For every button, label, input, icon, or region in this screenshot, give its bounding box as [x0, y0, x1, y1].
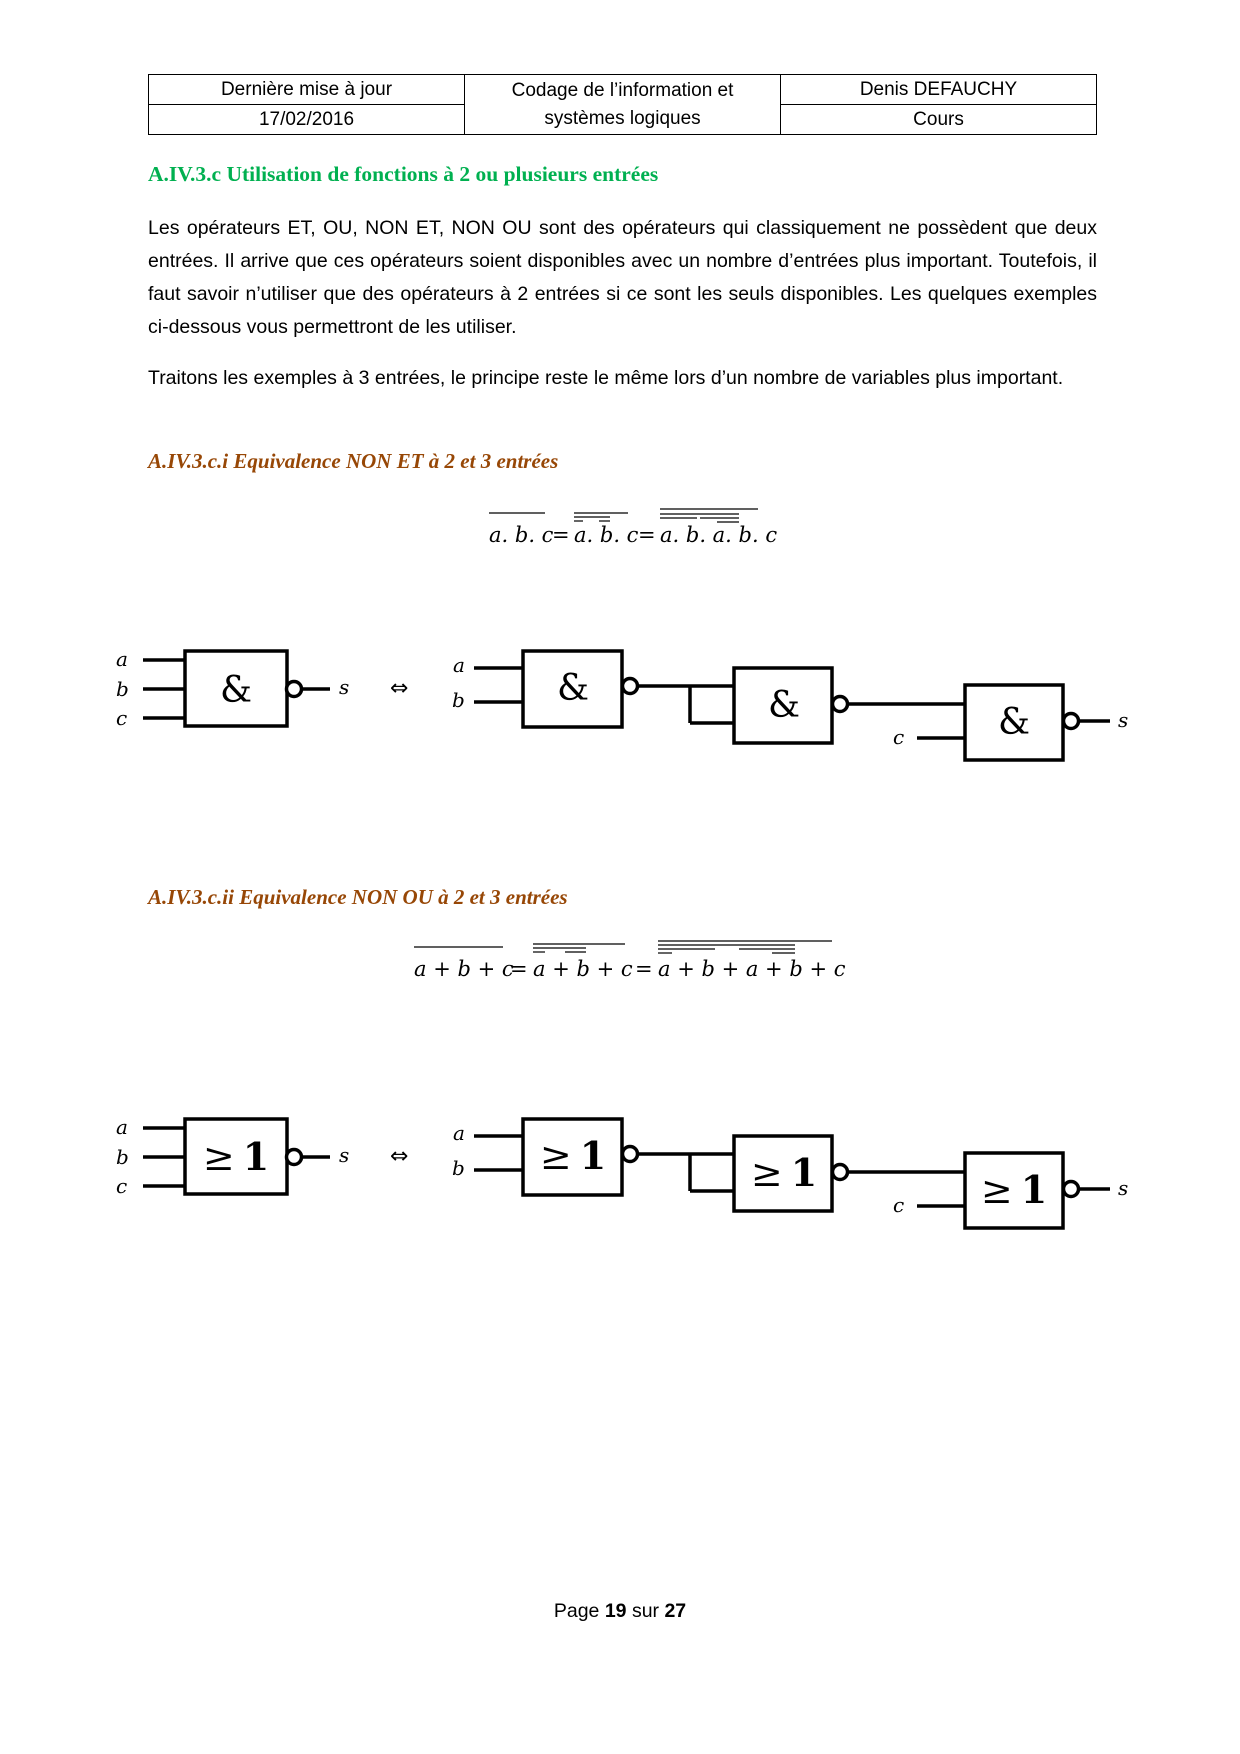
nor-gate-2-symbol-one: 1	[790, 1150, 818, 1195]
nand-formula-rhs: a. b. a. b. c	[660, 523, 778, 547]
nor-input-a-label-2: a	[453, 1121, 465, 1145]
nor-gate-2	[734, 1136, 832, 1211]
update-date: 17/02/2016	[149, 105, 465, 135]
nor-gate-1-symbol	[540, 1133, 606, 1178]
footer-of-word: sur	[631, 1600, 660, 1622]
nand-circuit-diagram	[0, 628, 1240, 768]
course-title	[465, 75, 781, 135]
nor-gate-1-symbol-ge: ≥	[539, 1134, 572, 1178]
nor-gate-3-symbol	[981, 1167, 1047, 1212]
nor-formula-mid: a + b + c	[533, 957, 633, 981]
nor-formula-lhs: a + b + c	[414, 957, 514, 981]
nor-gate-2-symbol-ge: ≥	[750, 1151, 783, 1195]
nand-gate-2-symbol: &	[767, 685, 801, 726]
nand-formula-eq2: =	[638, 523, 656, 547]
nand-gate-1-symbol: &	[556, 668, 590, 709]
input-c-label: c	[116, 706, 128, 730]
input-a-label: a	[116, 647, 128, 671]
nor-gate-3-symbol-ge: ≥	[980, 1168, 1013, 1212]
nand-formula	[0, 498, 1240, 558]
nor-input-b-label: b	[116, 1145, 129, 1169]
output-s-label-2: s	[1118, 708, 1129, 732]
nor-formula-eq2: =	[635, 957, 653, 981]
equivalence-icon: ⇔	[390, 676, 409, 701]
nor-output-s-label: s	[339, 1143, 350, 1167]
nor-formula-rhs: a + b + a + b + c	[658, 957, 846, 981]
paragraph-examples: Traitons les exemples à 3 entrées, le principe reste le même lors d’un nombre de variables plus important.	[148, 367, 1064, 389]
input-b-label: b	[116, 677, 129, 701]
nor-input-a-label: a	[116, 1115, 128, 1139]
nor-gate-1	[523, 1119, 622, 1195]
nor-gate-2-symbol	[751, 1150, 817, 1195]
nor-gate-3	[965, 1153, 1063, 1228]
author: Denis DEFAUCHY	[781, 75, 1097, 105]
section-title: A.IV.3.c Utilisation de fonctions à 2 ou plusieurs entrées	[148, 162, 659, 186]
nor3-gate	[185, 1119, 287, 1194]
page-footer	[0, 1600, 1240, 1623]
header-table	[148, 74, 1097, 135]
nor3-symbol-one: 1	[242, 1134, 270, 1179]
paragraph-intro: Les opérateurs ET, OU, NON ET, NON OU sont des opérateurs qui classiquement ne possèdent que deux entrées. Il arrive que ces opérateurs soient disponibles avec un nombre d’entrées plus important. Toutefois, il faut savoir n’utiliser que des opérateurs à 2 entrées si ce sont les seuls disponibles. Les quelques exemples ci-dessous vous permettront de les utiliser.	[148, 217, 1097, 338]
nor-subtitle: A.IV.3.c.ii Equivalence NON OU à 2 et 3 entrées	[148, 885, 568, 909]
input-b-label-2: b	[452, 688, 465, 712]
nand-formula-mid: a. b. c	[574, 523, 639, 547]
doc-type: Cours	[781, 105, 1097, 135]
course-title-line2: systèmes logiques	[544, 107, 701, 129]
nor-circuit-diagram	[0, 1098, 1240, 1238]
nor3-symbol-ge: ≥	[202, 1135, 235, 1179]
nor-input-b-label-2: b	[452, 1156, 465, 1180]
nor-formula-eq1: =	[510, 957, 528, 981]
nor-input-c-label-2: c	[893, 1193, 905, 1217]
nand3-symbol: &	[219, 670, 253, 711]
nor-equivalence-icon: ⇔	[390, 1144, 409, 1169]
nor-input-c-label: c	[116, 1174, 128, 1198]
footer-page-word: Page	[553, 1600, 600, 1622]
nand-gate-3-symbol: &	[997, 702, 1031, 743]
nor3-symbol	[203, 1134, 269, 1179]
input-c-label-2: c	[893, 725, 905, 749]
nor-output-s-label-2: s	[1118, 1176, 1129, 1200]
footer-total-pages: 27	[664, 1600, 687, 1622]
nand-formula-lhs: a. b. c	[489, 523, 554, 547]
input-a-label-2: a	[453, 653, 465, 677]
nor-gate-1-symbol-one: 1	[579, 1133, 607, 1178]
output-s-label: s	[339, 675, 350, 699]
last-update-label: Dernière mise à jour	[149, 75, 465, 105]
nor-formula	[0, 932, 1240, 992]
nor-gate-3-symbol-one: 1	[1020, 1167, 1048, 1212]
course-title-line1: Codage de l’information et	[511, 79, 734, 101]
footer-page-number: 19	[604, 1600, 627, 1622]
nand-subtitle: A.IV.3.c.i Equivalence NON ET à 2 et 3 entrées	[148, 449, 559, 473]
nand-formula-eq1: =	[552, 523, 570, 547]
